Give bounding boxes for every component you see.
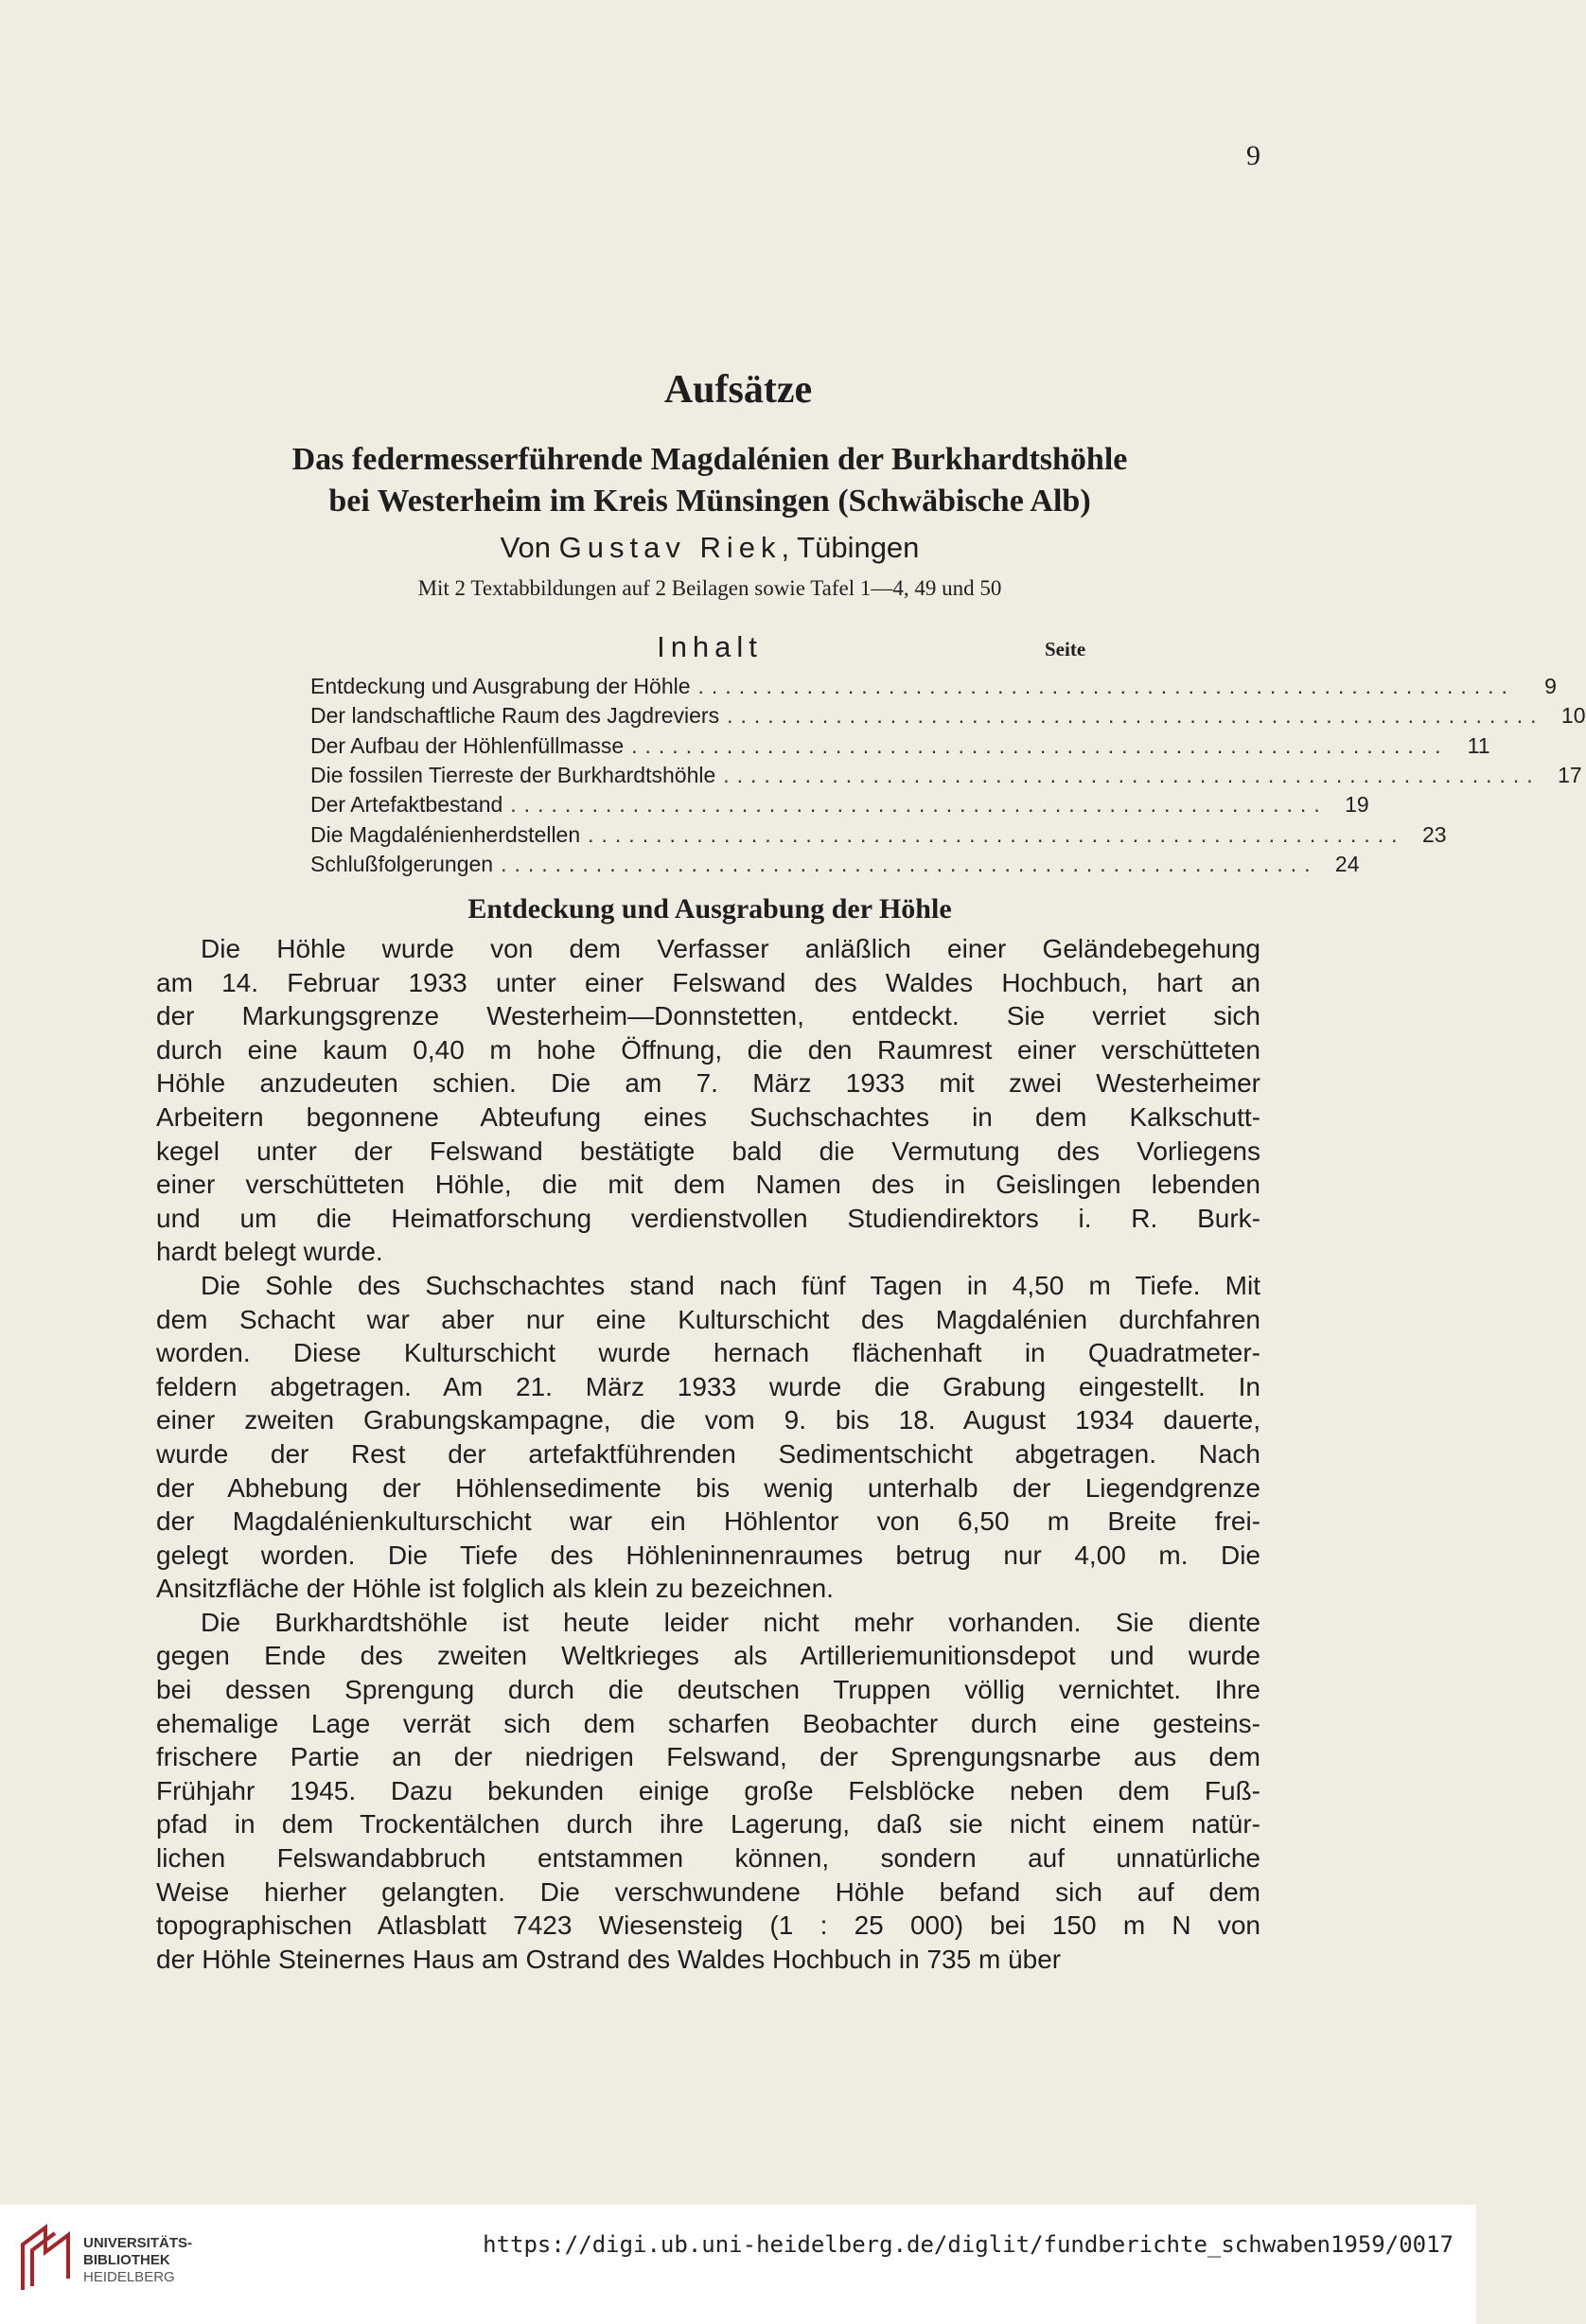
- toc-entry: [310, 701, 1586, 731]
- text-line: Die Burkhardtshöhle ist heute leider nicht mehr vorhanden. Sie diente: [201, 1607, 1260, 1637]
- author-prefix: Von: [500, 531, 552, 564]
- toc-entry-page: 10: [1560, 703, 1586, 729]
- subsection-heading: Entdeckung und Ausgrabung der Höhle: [467, 893, 952, 924]
- author-name: Gustav Riek: [558, 531, 782, 564]
- text-line: einer zweiten Grabungskampagne, die vom 9. bis 18. August 1934 dauerte,: [156, 1405, 1260, 1435]
- text-line: pfad in dem Trockentälchen durch ihre Lagerung, daß sie nicht einem natür-: [156, 1809, 1260, 1840]
- toc-entry-title: Die fossilen Tierreste der Burkhardtshöhle: [310, 763, 716, 788]
- page-number: 9: [1246, 140, 1260, 171]
- text-line: Höhle anzudeuten schien. Die am 7. März 1933 mit zwei Westerheimer: [156, 1068, 1260, 1099]
- text-line: kegel unter der Felswand bestätigte bald die Vermutung des Vorliegens: [156, 1136, 1260, 1166]
- text-line: bei dessen Sprengung durch die deutschen Truppen völlig vernichtet. Ihre: [156, 1675, 1260, 1705]
- toc-entry: [310, 790, 1369, 819]
- toc-entry-page: 23: [1421, 821, 1447, 847]
- toc-entry-title: Der Artefaktbestand: [310, 792, 503, 818]
- toc-entry-page: 11: [1467, 732, 1490, 758]
- section-title: Aufsätze: [663, 368, 813, 412]
- text-line: der Markungsgrenze Westerheim—Donnstetten, entdeckt. Sie verriet sich: [156, 1001, 1260, 1031]
- text-line: am 14. Februar 1933 unter einer Felswand des Waldes Hochbuch, hart an: [156, 967, 1260, 997]
- text-line: frischere Partie an der niedrigen Felswand, der Sprengungsnarbe aus dem: [156, 1742, 1260, 1772]
- author-affiliation: , Tübingen: [781, 531, 920, 564]
- toc-leader-dots: ............................................................: [501, 851, 1318, 876]
- text-line: dem Schacht war aber nur eine Kulturschicht des Magdalénien durchfahren: [156, 1304, 1260, 1334]
- text-line: wurde der Rest der artefaktführenden Sedimentschicht abgetragen. Nach: [156, 1438, 1260, 1469]
- toc-entry-title: Entdeckung und Ausgrabung der Höhle: [310, 674, 691, 699]
- toc-entry: [310, 850, 1360, 879]
- text-line: der Abhebung der Höhlensedimente bis wenig unterhalb der Liegendgrenze: [156, 1472, 1260, 1503]
- text-line: durch eine kaum 0,40 m hohe Öffnung, die den Raumrest einer verschütteten: [156, 1034, 1260, 1065]
- text-line: der Magdalénienkulturschicht war ein Höhlentor von 6,50 m Breite frei-: [156, 1506, 1260, 1537]
- text-line: Frühjahr 1945. Dazu bekunden einige große Felsblöcke neben dem Fuß-: [156, 1775, 1260, 1805]
- toc-entry-title: Die Magdalénienherdstellen: [310, 821, 581, 847]
- library-name-line: UNIVERSITÄTS-: [83, 2235, 193, 2251]
- text-line: lichen Felswandabbruch entstammen können, sondern auf unnatürliche: [156, 1843, 1260, 1874]
- toc-leader-dots: ............................................................: [510, 792, 1328, 818]
- toc-entry-page: 9: [1544, 674, 1557, 699]
- toc-entry-title: Der Aufbau der Höhlenfüllmasse: [310, 732, 625, 758]
- text-line: Ansitzfläche der Höhle ist folglich als klein zu bezeichnen.: [156, 1574, 834, 1604]
- library-logo-icon: [19, 2224, 72, 2294]
- text-line: feldern abgetragen. Am 21. März 1933 wurde die Grabung eingestellt. In: [156, 1371, 1260, 1401]
- toc-entry: [310, 672, 1557, 701]
- footer-bar: [0, 2205, 1476, 2324]
- toc-entry-page: 19: [1345, 792, 1369, 818]
- library-name: [83, 2235, 192, 2286]
- toc-leader-dots: ............................................................: [727, 703, 1544, 729]
- text-line: einer verschütteten Höhle, die mit dem Namen des in Geislingen lebenden: [156, 1170, 1260, 1200]
- text-line: Arbeitern begonnene Abteufung eines Suchschachtes in dem Kalkschutt-: [156, 1101, 1260, 1132]
- text-line: hardt belegt wurde.: [156, 1237, 383, 1267]
- toc-leader-dots: ............................................................: [697, 674, 1515, 699]
- text-line: worden. Diese Kulturschicht wurde hernach flächenhaft in Quadratmeter-: [156, 1338, 1260, 1368]
- toc-entry: [310, 819, 1447, 849]
- text-line: der Höhle Steinernes Haus am Ostrand des Waldes Hochbuch in 735 m über: [156, 1944, 1062, 1974]
- toc-heading: Inhalt: [657, 630, 763, 663]
- toc-entry-title: Der landschaftliche Raum des Jagdreviers: [310, 703, 720, 729]
- text-line: ehemalige Lage verrät sich dem scharfen Beobachter durch eine gesteins-: [156, 1708, 1260, 1738]
- text-line: gelegt worden. Die Tiefe des Höhleninnenraumes betrug nur 4,00 m. Die: [156, 1540, 1260, 1570]
- toc-entry-page: 17: [1558, 763, 1582, 788]
- toc-leader-dots: ............................................................: [588, 821, 1405, 847]
- toc-entry-page: 24: [1334, 851, 1360, 876]
- text-line: Die Sohle des Suchschachtes stand nach fünf Tagen in 4,50 m Tiefe. Mit: [201, 1270, 1260, 1300]
- library-name-line: BIBLIOTHEK: [83, 2252, 170, 2268]
- article-title-line: bei Westerheim im Kreis Münsingen (Schwäbische Alb): [328, 484, 1091, 519]
- toc-leader-dots: ............................................................: [723, 763, 1541, 788]
- text-line: Die Höhle wurde von dem Verfasser anläßlich einer Geländebegehung: [201, 934, 1260, 963]
- table-of-contents: [310, 672, 1586, 879]
- toc-page-label: Seite: [1045, 638, 1086, 660]
- body-text: [156, 932, 1260, 1976]
- article-title-line: Das federmesserführende Magdalénien der Burkhardtshöhle: [291, 442, 1128, 477]
- author-line: [0, 531, 1419, 565]
- article-title: [0, 439, 1419, 522]
- text-line: topographischen Atlasblatt 7423 Wiesensteig (1 : 25 000) bei 150 m N von: [156, 1910, 1260, 1941]
- library-name-line: HEIDELBERG: [83, 2269, 175, 2285]
- toc-entry: [310, 731, 1490, 761]
- toc-leader-dots: ............................................................: [631, 732, 1449, 758]
- text-line: und um die Heimatforschung verdienstvollen Studiendirektors i. R. Burk-: [156, 1203, 1260, 1233]
- figure-note: Mit 2 Textabbildungen auf 2 Beilagen sowie Tafel 1—4, 49 und 50: [417, 576, 1002, 600]
- source-url-link[interactable]: https://digi.ub.uni-heidelberg.de/diglit/fundberichte_schwaben1959/0017: [483, 2231, 1454, 2258]
- text-line: gegen Ende des zweiten Weltkrieges als Artilleriemunitionsdepot und wurde: [156, 1641, 1260, 1671]
- text-line: Weise hierher gelangten. Die verschwundene Höhle befand sich auf dem: [156, 1876, 1260, 1907]
- toc-entry: [310, 761, 1582, 790]
- toc-entry-title: Schlußfolgerungen: [310, 851, 494, 876]
